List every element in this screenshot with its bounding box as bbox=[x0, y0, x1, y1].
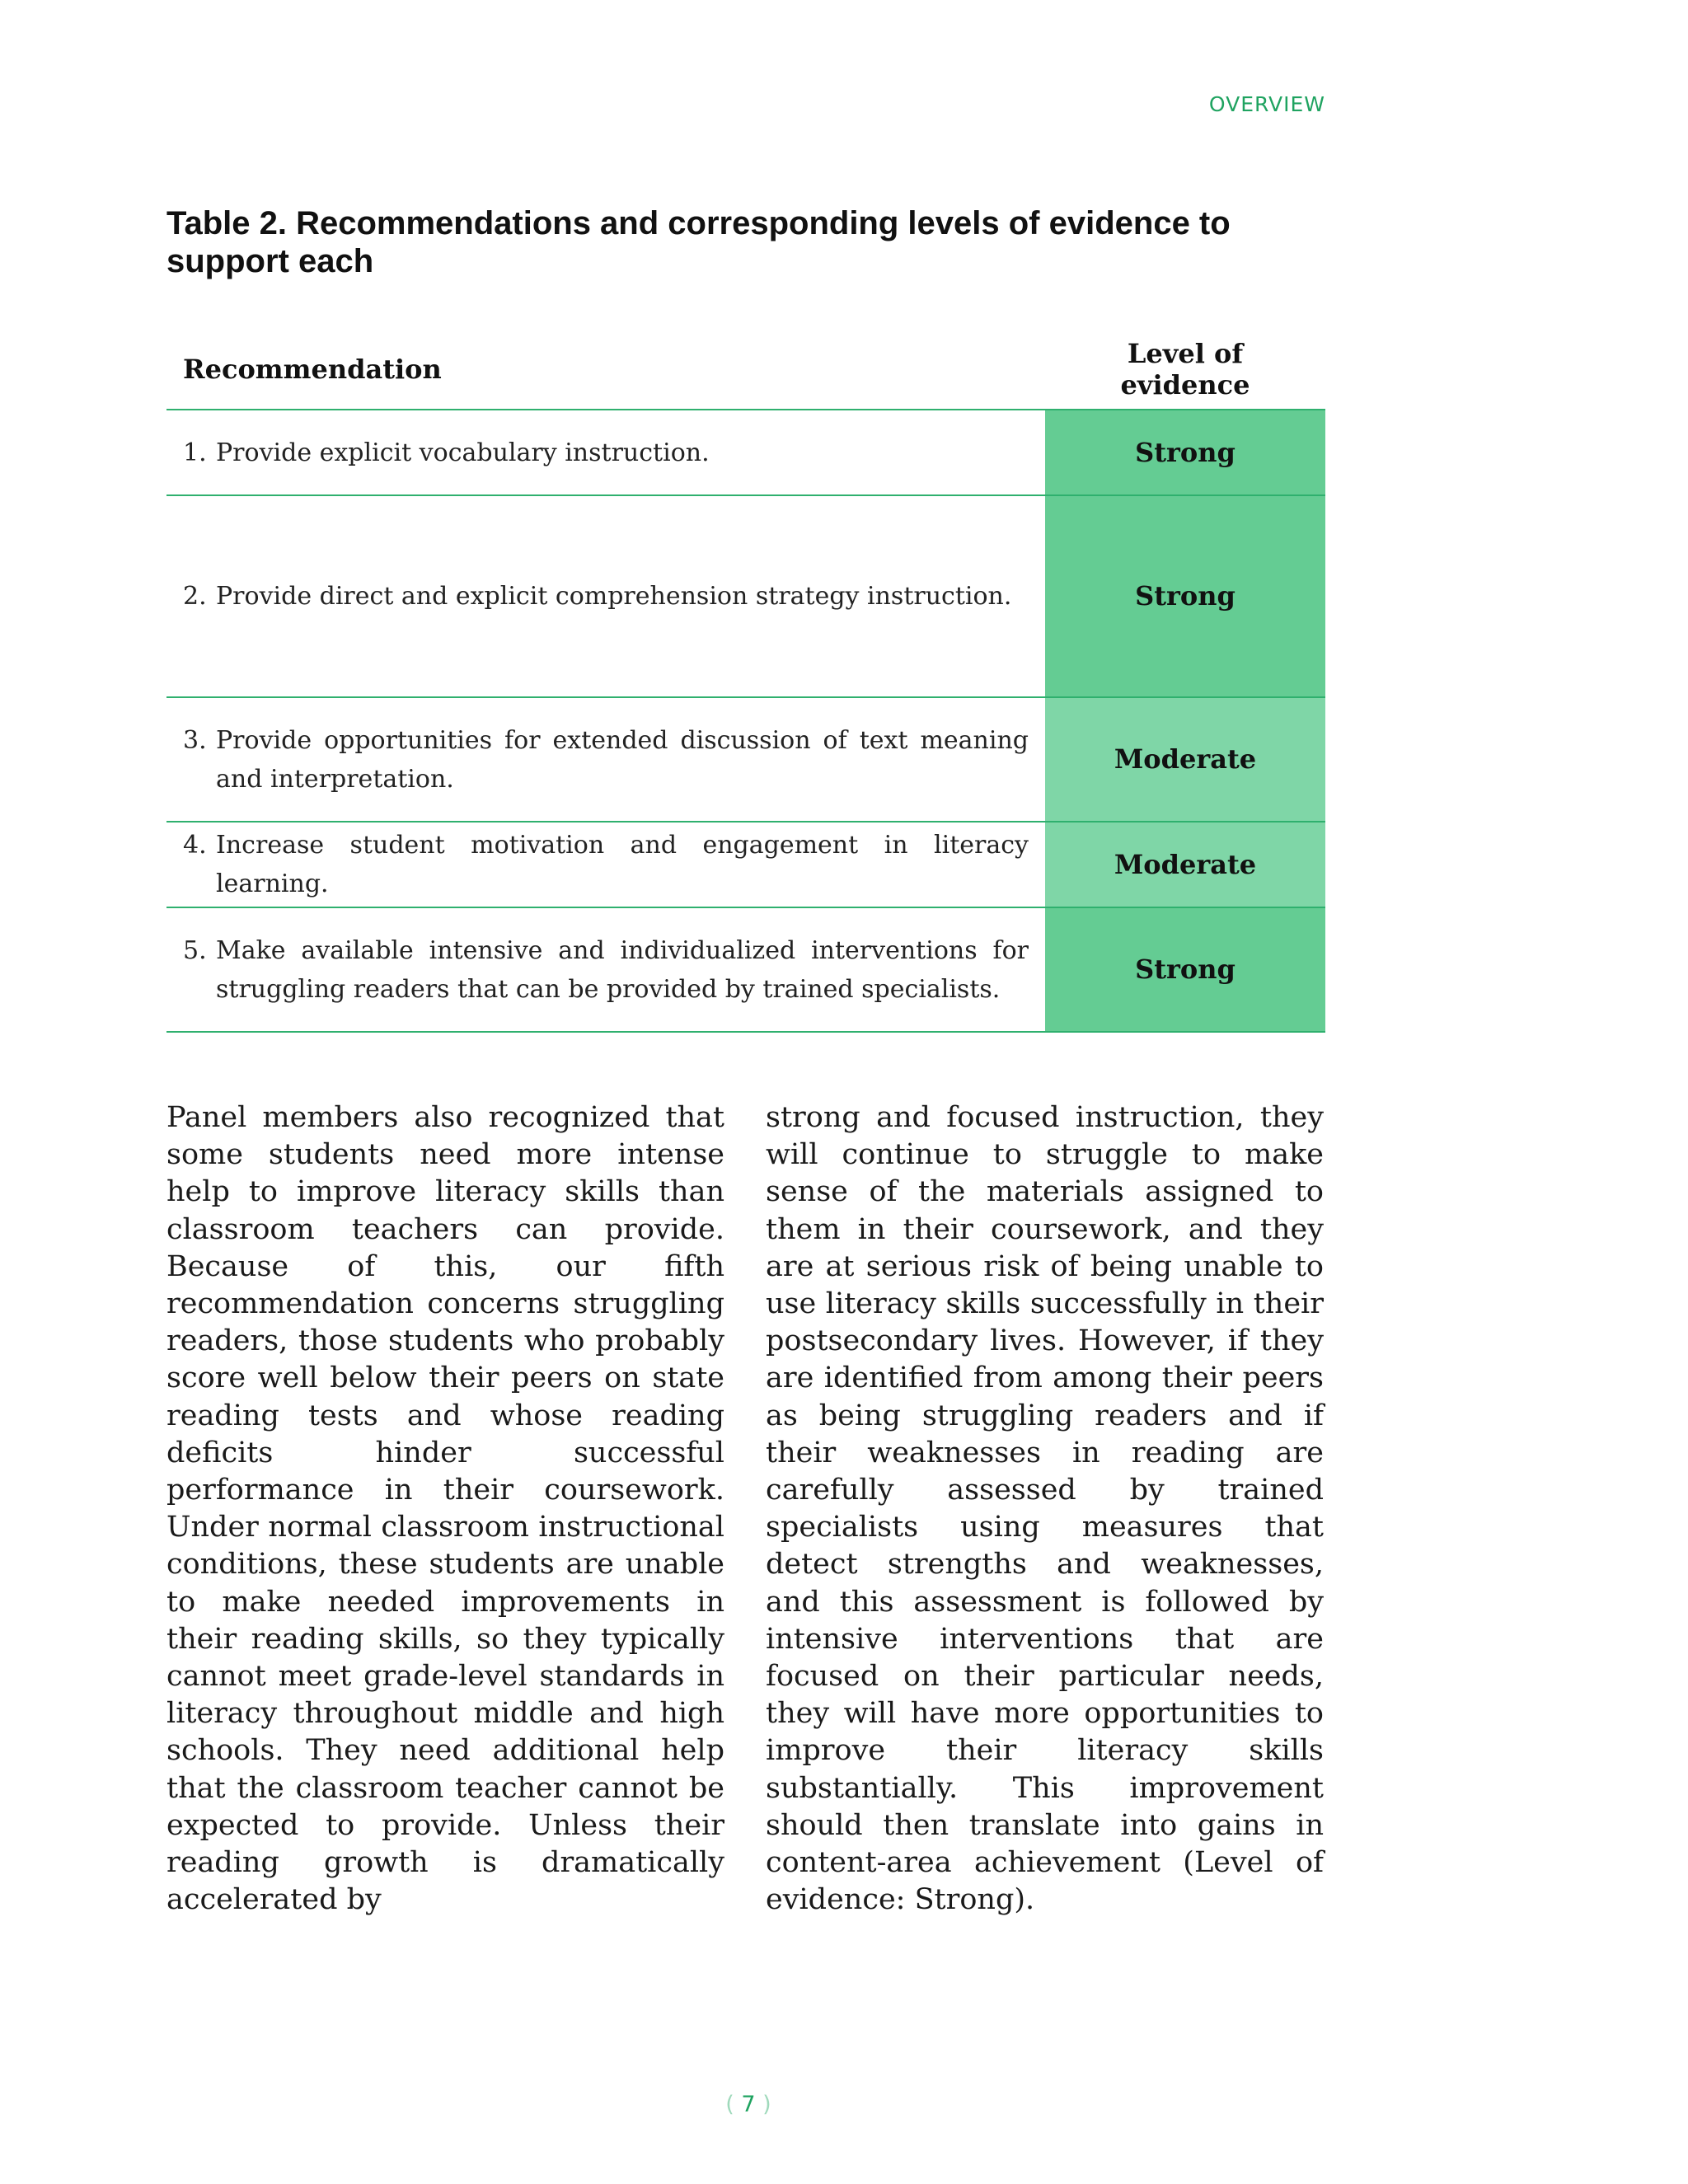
page-number: ( 7 ) bbox=[725, 2092, 771, 2117]
recommendation-text: Make available intensive and individualized interventions for struggling readers that can be provided by trained specialists. bbox=[216, 935, 1029, 1004]
evidence-level-cell: Moderate bbox=[1045, 822, 1325, 907]
table-row bbox=[166, 410, 1325, 495]
recommendations-table bbox=[166, 330, 1325, 1033]
recommendation-cell bbox=[166, 697, 1045, 822]
table-row bbox=[166, 822, 1325, 907]
table-row bbox=[166, 495, 1325, 697]
row-number: 2. bbox=[183, 582, 207, 611]
level-header: Level of evidence bbox=[1045, 330, 1325, 410]
evidence-level-cell: Strong bbox=[1045, 410, 1325, 495]
page-number-value: 7 bbox=[741, 2092, 756, 2117]
evidence-level-cell: Moderate bbox=[1045, 697, 1325, 822]
recommendation-cell bbox=[166, 907, 1045, 1032]
recommendation-cell bbox=[166, 410, 1045, 495]
running-header: OVERVIEW bbox=[1208, 92, 1325, 116]
body-paragraph-left: Panel members also recognized that some students need more intense help to improve literacy skills than classroom teachers can provide. Because of this, our fifth recommendation concerns struggling readers, those students who probably score well below their peers on state reading tests and whose reading deficits hinder successful performance in their coursework. Under normal classroom instructional conditions, these students are unable to make needed improvements in their reading skills, so they typically cannot meet grade-level standards in literacy throughout middle and high schools. They need additional help that the classroom teacher cannot be expected to provide. Unless their reading growth is dramatically accelerated by bbox=[166, 1101, 724, 1917]
row-number: 3. bbox=[183, 725, 207, 755]
recommendation-header: Recommendation bbox=[166, 330, 1045, 410]
recommendation-text: Provide explicit vocabulary instruction. bbox=[216, 438, 710, 467]
evidence-level-cell: Strong bbox=[1045, 495, 1325, 697]
evidence-level-cell: Strong bbox=[1045, 907, 1325, 1032]
row-number: 4. bbox=[183, 831, 207, 860]
recommendation-cell bbox=[166, 495, 1045, 697]
table-row bbox=[166, 697, 1325, 822]
table-row bbox=[166, 907, 1325, 1032]
table-title: Table 2. Recommendations and corresponding levels of evidence to support each bbox=[166, 205, 1231, 279]
row-number: 1. bbox=[183, 438, 207, 467]
recommendation-text: Provide direct and explicit comprehension strategy instruction. bbox=[216, 582, 1012, 611]
recommendation-text: Increase student motivation and engagement in literacy learning. bbox=[216, 831, 1029, 898]
recommendation-cell bbox=[166, 822, 1045, 907]
recommendation-text: Provide opportunities for extended discussion of text meaning and interpretation. bbox=[216, 725, 1029, 794]
row-number: 5. bbox=[183, 935, 207, 965]
body-paragraph-right: strong and focused instruction, they will continue to struggle to make sense of the materials assigned to them in their coursework, and they are at serious risk of being unable to use literacy skills successfully in their postsecondary lives. However, if they are identified from among their peers as being struggling readers and if their weaknesses in reading are carefully assessed by trained specialists using measures that detect strengths and weaknesses, and this assessment is followed by intensive interventions that are focused on their particular needs, they will have more opportunities to improve their literacy skills substantially. This improvement should then translate into gains in content-area achievement (Level of evidence: Strong). bbox=[766, 1101, 1324, 1917]
table-header-row bbox=[166, 330, 1325, 410]
